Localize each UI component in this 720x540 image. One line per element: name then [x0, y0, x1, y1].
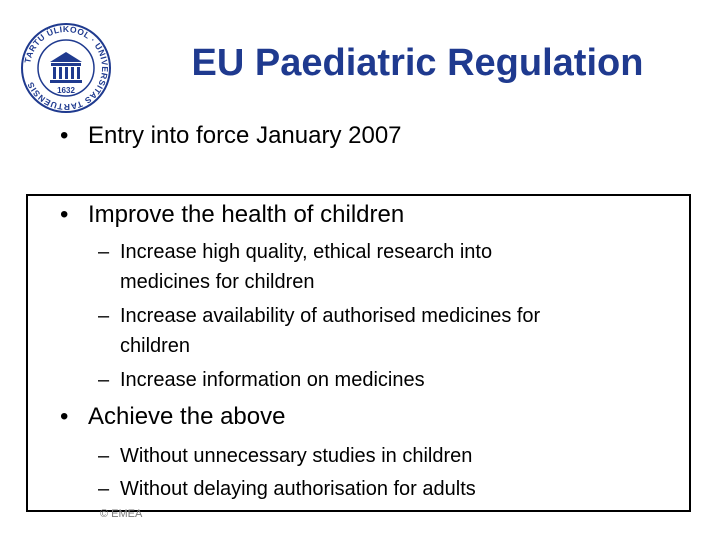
sub-bullet-line2: medicines for children	[120, 271, 315, 293]
bullet-text: Achieve the above	[88, 403, 286, 430]
bullet-dot: •	[60, 201, 69, 228]
logo-year: 1632	[57, 86, 75, 95]
bullet-text: Improve the health of children	[88, 201, 405, 228]
svg-text:TARTU ÜLIKOOL · UNIVERSITAS TA: TARTU ÜLIKOOL · UNIVERSITAS TARTUENSIS	[22, 23, 111, 113]
bullet-dot: •	[60, 403, 69, 430]
sub-bullet-line1: Increase high quality, ethical research into	[120, 241, 493, 263]
bullet-entry-into-force	[60, 120, 660, 152]
sub-bullet-dash: –	[98, 445, 110, 467]
bullet-dot: •	[60, 122, 69, 149]
sub-bullet-dash: –	[98, 305, 110, 327]
footer-copyright: © EMEA	[100, 508, 143, 520]
sub-bullet-dash: –	[98, 241, 110, 263]
sub-bullet-line1: Without unnecessary studies in children	[120, 445, 473, 467]
sub-bullet-line1: Without delaying authorisation for adults	[120, 478, 476, 500]
sub-bullet-line2: children	[120, 335, 191, 357]
sub-bullet-dash: –	[98, 369, 110, 391]
slide-title: EU Paediatric Regulation	[191, 42, 644, 84]
university-logo	[20, 22, 112, 114]
sub-bullet-dash: –	[98, 478, 110, 500]
bullet-text: Entry into force January 2007	[88, 122, 402, 149]
sub-bullet-line1: Increase information on medicines	[120, 369, 425, 391]
sub-bullet-line1: Increase availability of authorised medicines for	[120, 305, 541, 327]
